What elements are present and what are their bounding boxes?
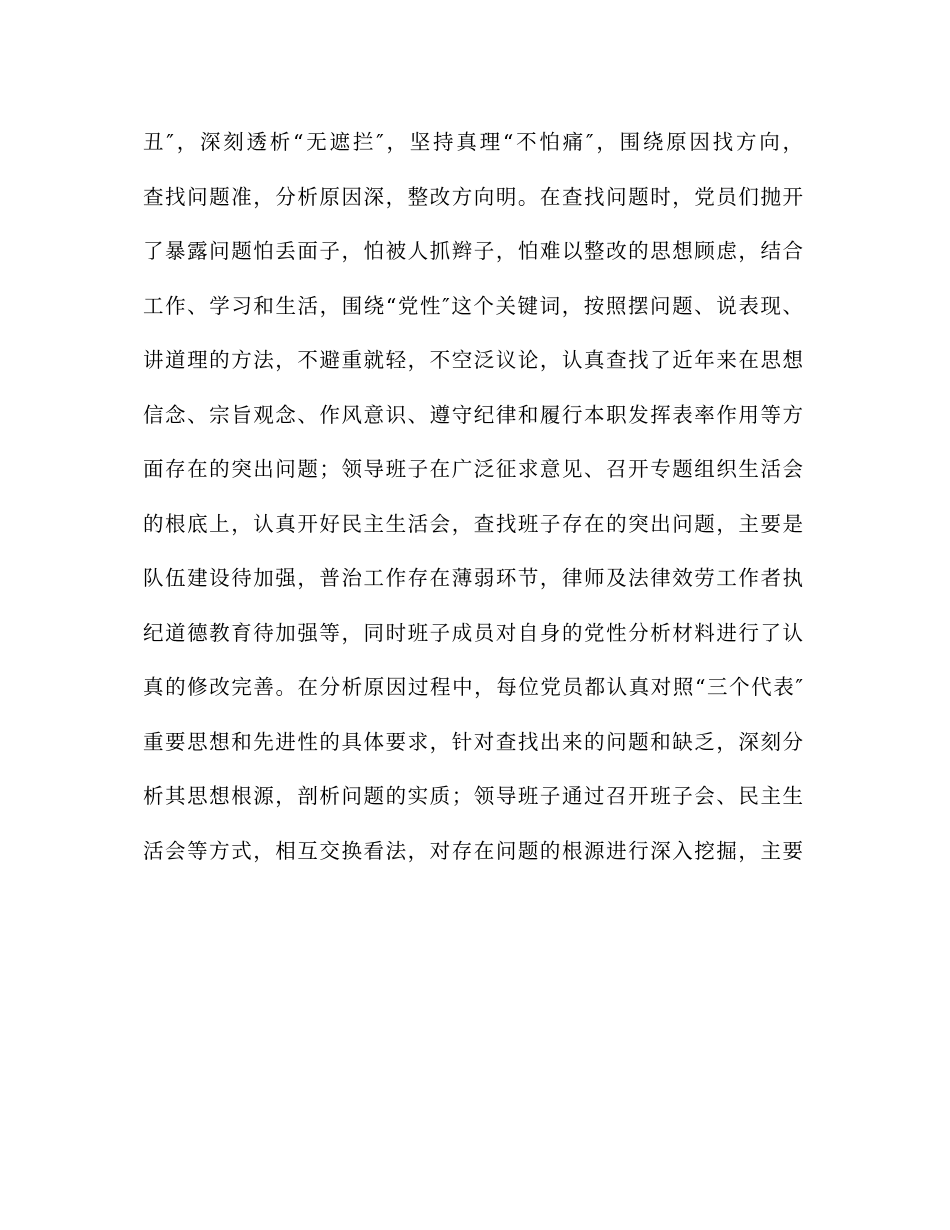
text-line: 重要思想和先进性的具体要求，针对查找出来的问题和缺乏，深刻分 bbox=[143, 729, 803, 754]
text-line: 工作、学习和生活，围绕“党性″这个关键词，按照摆问题、说表现、 bbox=[143, 293, 803, 318]
text-line: 讲道理的方法，不避重就轻，不空泛议论，认真查找了近年来在思想 bbox=[143, 348, 803, 372]
text-line: 丑″，深刻透析“无遮拦″，坚持真理“不怕痛″，围绕原因找方向， bbox=[143, 130, 803, 154]
text-line: 析其思想根源，剖析问题的实质；领导班子通过召开班子会、民主生 bbox=[143, 784, 803, 808]
text-line: 查找问题准，分析原因深，整改方向明。在查找问题时，党员们抛开 bbox=[143, 184, 803, 209]
text-line: 面存在的突出问题；领导班子在广泛征求意见、召开专题组织生活会 bbox=[143, 457, 803, 481]
text-line: 队伍建设待加强，普治工作存在薄弱环节，律师及法律效劳工作者执 bbox=[143, 566, 803, 590]
text-line: 活会等方式，相互交换看法，对存在问题的根源进行深入挖掘，主要 bbox=[143, 838, 803, 863]
text-line: 了暴露问题怕丢面子，怕被人抓辫子，怕难以整改的思想顾虑，结合 bbox=[143, 239, 803, 263]
text-line: 真的修改完善。在分析原因过程中，每位党员都认真对照“三个代表″ bbox=[143, 675, 803, 699]
text-line: 信念、宗旨观念、作风意识、遵守纪律和履行本职发挥表率作用等方 bbox=[143, 402, 803, 427]
text-line: 纪道德教育待加强等，同时班子成员对自身的党性分析材料进行了认 bbox=[143, 620, 803, 645]
body-text bbox=[143, 120, 803, 883]
text-line: 的根底上，认真开好民主生活会，查找班子存在的突出问题，主要是 bbox=[143, 511, 803, 536]
